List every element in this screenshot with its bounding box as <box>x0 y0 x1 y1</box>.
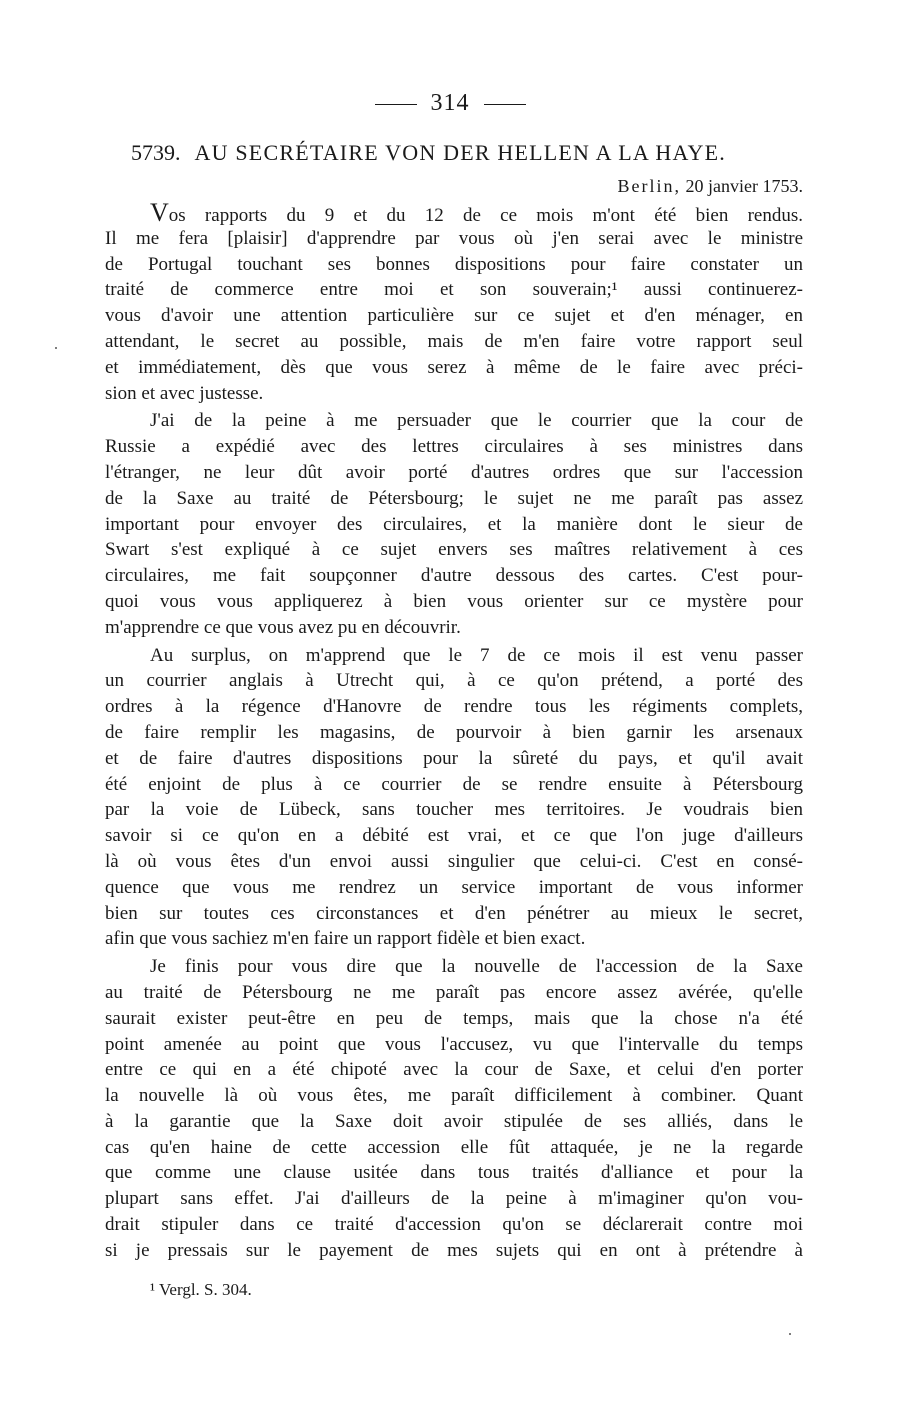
text-line: entre ce qui en a été chipoté avec la cour de Saxe, et celui d'en porter <box>105 1059 803 1081</box>
page-number-value: 314 <box>430 90 470 116</box>
text-line: là où vous êtes d'un envoi aussi singulier que celui-ci. C'est en consé- <box>105 850 803 872</box>
text-line: l'étranger, ne leur dût avoir porté d'autres ordres que sur l'accession <box>105 461 803 483</box>
text-line: cas qu'en haine de cette accession elle fût attaquée, je ne la regarde <box>105 1136 803 1158</box>
paragraph <box>105 408 803 640</box>
dateline <box>618 176 803 197</box>
text-line: Vos rapports du 9 et du 12 de ce mois m'ont été bien rendus. <box>150 198 803 227</box>
footnote: ¹ Vergl. S. 304. <box>150 1280 252 1299</box>
text-line: été enjoint de plus à ce courrier de se rendre ensuite à Pétersbourg <box>105 773 803 795</box>
text-line: à la garantie que la Saxe doit avoir stipulée de ses alliés, dans le <box>105 1110 803 1132</box>
text-line: quoi vous vous appliquerez à bien vous orienter sur ce mystère pour <box>105 590 803 612</box>
paragraph <box>105 954 803 1264</box>
text-line: au traité de Pétersbourg ne me paraît pas encore assez avérée, qu'elle <box>105 981 803 1003</box>
page-number <box>0 90 900 117</box>
text-line: et immédiatement, dès que vous serez à même de le faire avec préci- <box>105 356 803 378</box>
text-line: savoir si ce qu'on en a débité est vrai, et ce que l'on juge d'ailleurs <box>105 825 803 847</box>
text-line: de Portugal touchant ses bonnes dispositions pour faire constater un <box>105 253 803 275</box>
text-line: par la voie de Lübeck, sans toucher mes territoires. Je voudrais bien <box>105 799 803 821</box>
text-line: attendant, le secret au possible, mais de m'en faire votre rapport seul <box>105 330 803 352</box>
text-line: saurait exister peut-être en peu de temps, mais que la chose n'a été <box>105 1007 803 1029</box>
right-rule <box>484 104 526 105</box>
text-line: si je pressais sur le payement de mes sujets qui en ont à prétendre à <box>105 1239 803 1261</box>
text-line: traité de commerce entre moi et son souverain;¹ aussi continuerez- <box>105 279 803 301</box>
text-line: important pour envoyer des circulaires, et la manière dont le sieur de <box>105 513 803 535</box>
text-line: de faire remplir les magasins, de pourvoir à bien garnir les arsenaux <box>105 721 803 743</box>
text-line: ordres à la régence d'Hanovre de rendre tous les régiments complets, <box>105 696 803 718</box>
text-line: afin que vous sachiez m'en faire un rapport fidèle et bien exact. <box>105 928 586 950</box>
letter-number: 5739. <box>131 140 181 165</box>
dateline-place: Berlin, <box>617 176 682 196</box>
text-line: bien sur toutes ces circonstances et d'en pénétrer au mieux le secret, <box>105 902 803 924</box>
text-line: J'ai de la peine à me persuader que le courrier que la cour de <box>150 410 803 432</box>
text-line: un courrier anglais à Utrecht qui, à ce qu'on prétend, a porté des <box>105 670 803 692</box>
text-line: drait stipuler dans ce traité d'accession qu'on se déclarerait contre moi <box>105 1214 803 1236</box>
text-line: et de faire d'autres dispositions pour la sûreté du pays, et qu'il avait <box>105 747 803 769</box>
text-line: m'apprendre ce que vous avez pu en découvrir. <box>105 616 461 638</box>
paragraph <box>105 200 803 406</box>
scan-speck <box>789 1333 791 1335</box>
text-line: circulaires, me fait soupçonner d'autre dessous des cartes. C'est pour- <box>105 565 803 587</box>
text-line: vous d'avoir une attention particulière sur ce sujet et d'en ménager, en <box>105 305 803 327</box>
text-line: Swart s'est expliqué à ce sujet envers ses maîtres relativement à ces <box>105 539 803 561</box>
text-line: point amenée au point que vous l'accusez, vu que l'intervalle du temps <box>105 1033 803 1055</box>
text-line: de la Saxe au traité de Pétersbourg; le sujet ne me paraît pas assez <box>105 487 803 509</box>
text-line: que comme une clause usitée dans tous traités d'alliance et pour la <box>105 1162 803 1184</box>
dateline-date: 20 janvier 1753. <box>685 176 803 196</box>
text-line: Je finis pour vous dire que la nouvelle de l'accession de la Saxe <box>150 956 803 978</box>
text-line: la nouvelle là où vous êtes, me paraît difficilement à combiner. Quant <box>105 1085 803 1107</box>
text-line: sion et avec justesse. <box>105 382 264 404</box>
text-line: Russie a expédié avec des lettres circulaires à ses ministres dans <box>105 436 803 458</box>
text-line: plupart sans effet. J'ai d'ailleurs de la peine à m'imaginer qu'on vou- <box>105 1188 803 1210</box>
text-line: Il me fera [plaisir] d'apprendre par vous où j'en serai avec le ministre <box>105 227 803 249</box>
letter-title: AU SECRÉTAIRE VON DER HELLEN A LA HAYE. <box>194 140 726 165</box>
letter-body <box>105 200 803 1264</box>
text-line: quence que vous me rendrez un service important de vous informer <box>105 876 803 898</box>
text-line: Au surplus, on m'apprend que le 7 de ce mois il est venu passer <box>150 644 803 666</box>
left-rule <box>375 104 417 105</box>
scan-speck <box>55 347 57 349</box>
letter-heading <box>131 140 811 166</box>
paragraph <box>105 643 803 953</box>
